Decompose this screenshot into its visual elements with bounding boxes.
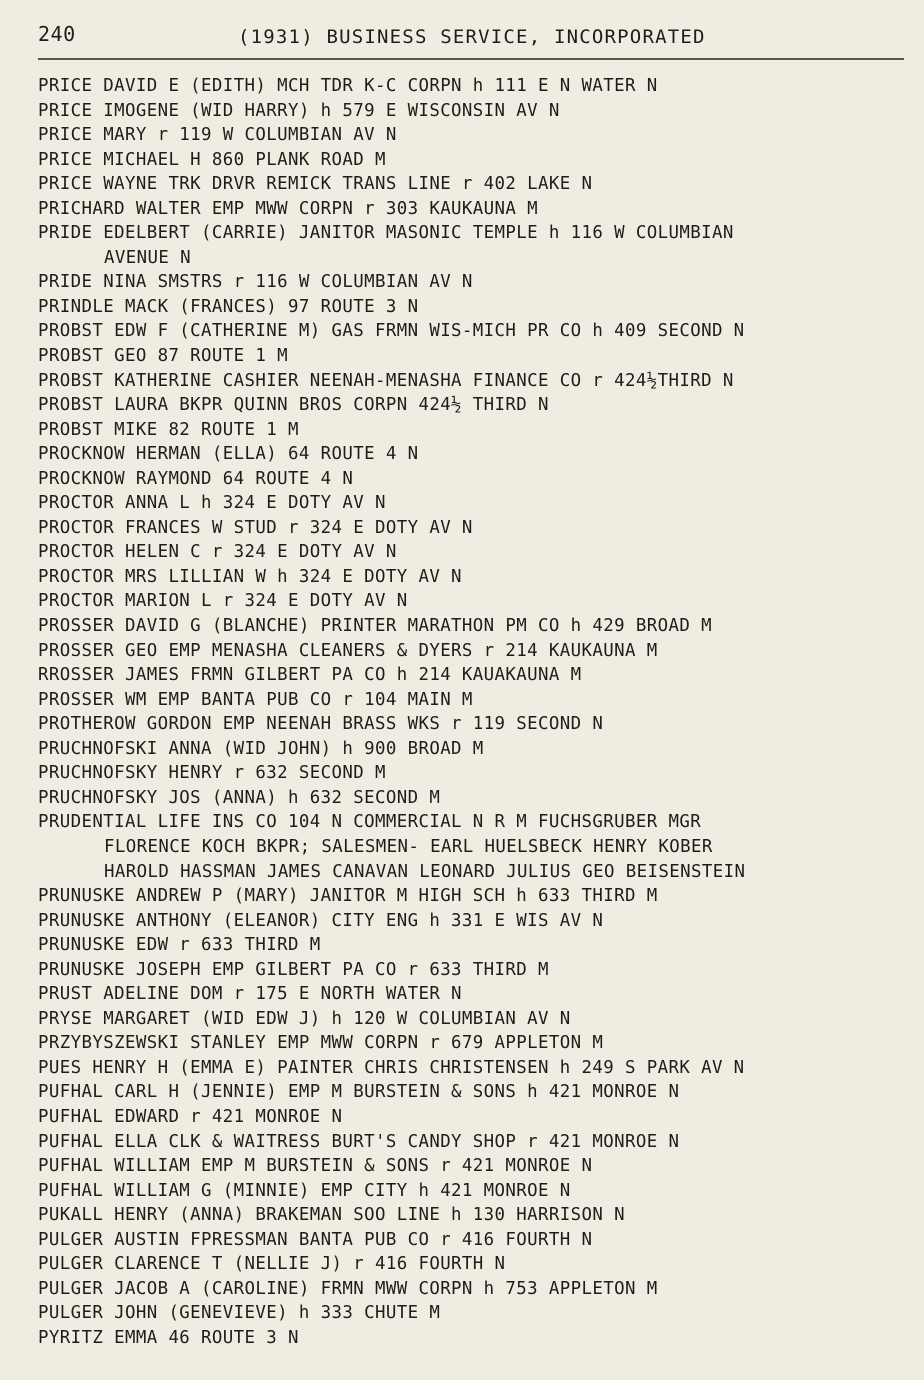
directory-entry: PRZYBYSZEWSKI STANLEY EMP MWW CORPN r 679 APPLETON M: [38, 1033, 604, 1054]
directory-entry: PUFHAL WILLIAM EMP M BURSTEIN & SONS r 421 MONROE N: [38, 1156, 593, 1177]
directory-entry: PROTHEROW GORDON EMP NEENAH BRASS WKS r 119 SECOND N: [38, 714, 604, 735]
directory-entry: PUFHAL ELLA CLK & WAITRESS BURT'S CANDY SHOP r 421 MONROE N: [38, 1131, 680, 1152]
directory-entry: PRICHARD WALTER EMP MWW CORPN r 303 KAUKAUNA M: [38, 198, 539, 219]
directory-entry: PRUNUSKE ANTHONY (ELEANOR) CITY ENG h 331 E WIS AV N: [38, 910, 604, 931]
directory-entry: PRICE DAVID E (EDITH) MCH TDR K-C CORPN h 111 E N WATER N: [38, 76, 658, 96]
directory-entry: PRICE IMOGENE (WID HARRY) h 579 E WISCONSIN AV N: [38, 100, 560, 121]
directory-entry: PROSSER GEO EMP MENASHA CLEANERS & DYERS r 214 KAUKAUNA M: [38, 640, 658, 661]
directory-entry: PUFHAL CARL H (JENNIE) EMP M BURSTEIN & SONS h 421 MONROE N: [38, 1082, 680, 1103]
directory-entry: PULGER AUSTIN FPRESSMAN BANTA PUB CO r 416 FOURTH N: [38, 1229, 593, 1250]
header-rule: [38, 58, 904, 60]
directory-entry-continuation: AVENUE N: [104, 247, 191, 268]
directory-entry: PRICE MARY r 119 W COLUMBIAN AV N: [38, 125, 397, 146]
directory-entry: PRYSE MARGARET (WID EDW J) h 120 W COLUMBIAN AV N: [38, 1008, 571, 1029]
directory-entry: PRINDLE MACK (FRANCES) 97 ROUTE 3 N: [38, 296, 419, 317]
directory-entry: PROBST KATHERINE CASHIER NEENAH-MENASHA FINANCE CO r 424½THIRD N: [38, 370, 734, 391]
directory-entry: PROBST LAURA BKPR QUINN BROS CORPN 424½ THIRD N: [38, 395, 549, 416]
directory-entry: PULGER JOHN (GENEVIEVE) h 333 CHUTE M: [38, 1303, 441, 1324]
directory-entry: PRUST ADELINE DOM r 175 E NORTH WATER N: [38, 984, 462, 1005]
directory-entry: PROBST MIKE 82 ROUTE 1 M: [38, 419, 299, 440]
directory-entry: PUKALL HENRY (ANNA) BRAKEMAN SOO LINE h 130 HARRISON N: [38, 1205, 625, 1226]
directory-entry: PRIDE NINA SMSTRS r 116 W COLUMBIAN AV N: [38, 272, 473, 293]
directory-entry: PULGER JACOB A (CAROLINE) FRMN MWW CORPN h 753 APPLETON M: [38, 1278, 658, 1299]
directory-entry: PROCTOR MRS LILLIAN W h 324 E DOTY AV N: [38, 566, 462, 587]
directory-entry: PULGER CLARENCE T (NELLIE J) r 416 FOURTH N: [38, 1254, 506, 1275]
directory-entry: PROSSER WM EMP BANTA PUB CO r 104 MAIN M: [38, 689, 473, 710]
directory-entry: PROBST GEO 87 ROUTE 1 M: [38, 346, 289, 367]
directory-entry: PRICE WAYNE TRK DRVR REMICK TRANS LINE r 402 LAKE N: [38, 174, 593, 195]
directory-entry: PUES HENRY H (EMMA E) PAINTER CHRIS CHRISTENSEN h 249 S PARK AV N: [38, 1057, 745, 1078]
directory-entry: PROBST EDW F (CATHERINE M) GAS FRMN WIS-MICH PR CO h 409 SECOND N: [38, 321, 745, 342]
directory-entry-continuation: HAROLD HASSMAN JAMES CANAVAN LEONARD JULIUS GEO BEISENSTEIN: [104, 861, 746, 882]
running-title: (1931) BUSINESS SERVICE, INCORPORATED: [238, 26, 706, 48]
directory-entry: PRIDE EDELBERT (CARRIE) JANITOR MASONIC TEMPLE h 116 W COLUMBIAN: [38, 223, 734, 244]
directory-entry: PUFHAL EDWARD r 421 MONROE N: [38, 1106, 343, 1127]
directory-entry: PRUNUSKE JOSEPH EMP GILBERT PA CO r 633 THIRD M: [38, 959, 549, 980]
directory-entry: PRICE MICHAEL H 860 PLANK ROAD M: [38, 149, 386, 170]
directory-entry: PRUCHNOFSKI ANNA (WID JOHN) h 900 BROAD M: [38, 738, 484, 759]
directory-entry: PROCKNOW HERMAN (ELLA) 64 ROUTE 4 N: [38, 444, 419, 465]
page-number: 240: [38, 22, 76, 46]
page-header: [38, 20, 900, 54]
directory-entry: PROCTOR MARION L r 324 E DOTY AV N: [38, 591, 408, 612]
directory-entry-continuation: FLORENCE KOCH BKPR; SALESMEN- EARL HUELSBECK HENRY KOBER: [104, 836, 713, 857]
directory-entry: PROCTOR HELEN C r 324 E DOTY AV N: [38, 542, 397, 563]
directory-entry: PRUCHNOFSKY HENRY r 632 SECOND M: [38, 763, 386, 784]
directory-entry: PYRITZ EMMA 46 ROUTE 3 N: [38, 1327, 299, 1348]
directory-entry: PRUDENTIAL LIFE INS CO 104 N COMMERCIAL N R M FUCHSGRUBER MGR: [38, 812, 702, 833]
directory-entry: PRUNUSKE EDW r 633 THIRD M: [38, 935, 321, 956]
directory-entry: PUFHAL WILLIAM G (MINNIE) EMP CITY h 421 MONROE N: [38, 1180, 571, 1201]
directory-entry: PRUNUSKE ANDREW P (MARY) JANITOR M HIGH SCH h 633 THIRD M: [38, 886, 658, 907]
directory-entry: PROCKNOW RAYMOND 64 ROUTE 4 N: [38, 468, 354, 489]
directory-entry: PROCTOR ANNA L h 324 E DOTY AV N: [38, 493, 386, 514]
directory-entry: PRUCHNOFSKY JOS (ANNA) h 632 SECOND M: [38, 787, 441, 808]
directory-entry: PROCTOR FRANCES W STUD r 324 E DOTY AV N: [38, 517, 473, 538]
directory-entries: [38, 74, 904, 1350]
directory-entry: PROSSER DAVID G (BLANCHE) PRINTER MARATHON PM CO h 429 BROAD M: [38, 616, 712, 637]
directory-entry: RROSSER JAMES FRMN GILBERT PA CO h 214 KAUAKAUNA M: [38, 665, 582, 686]
